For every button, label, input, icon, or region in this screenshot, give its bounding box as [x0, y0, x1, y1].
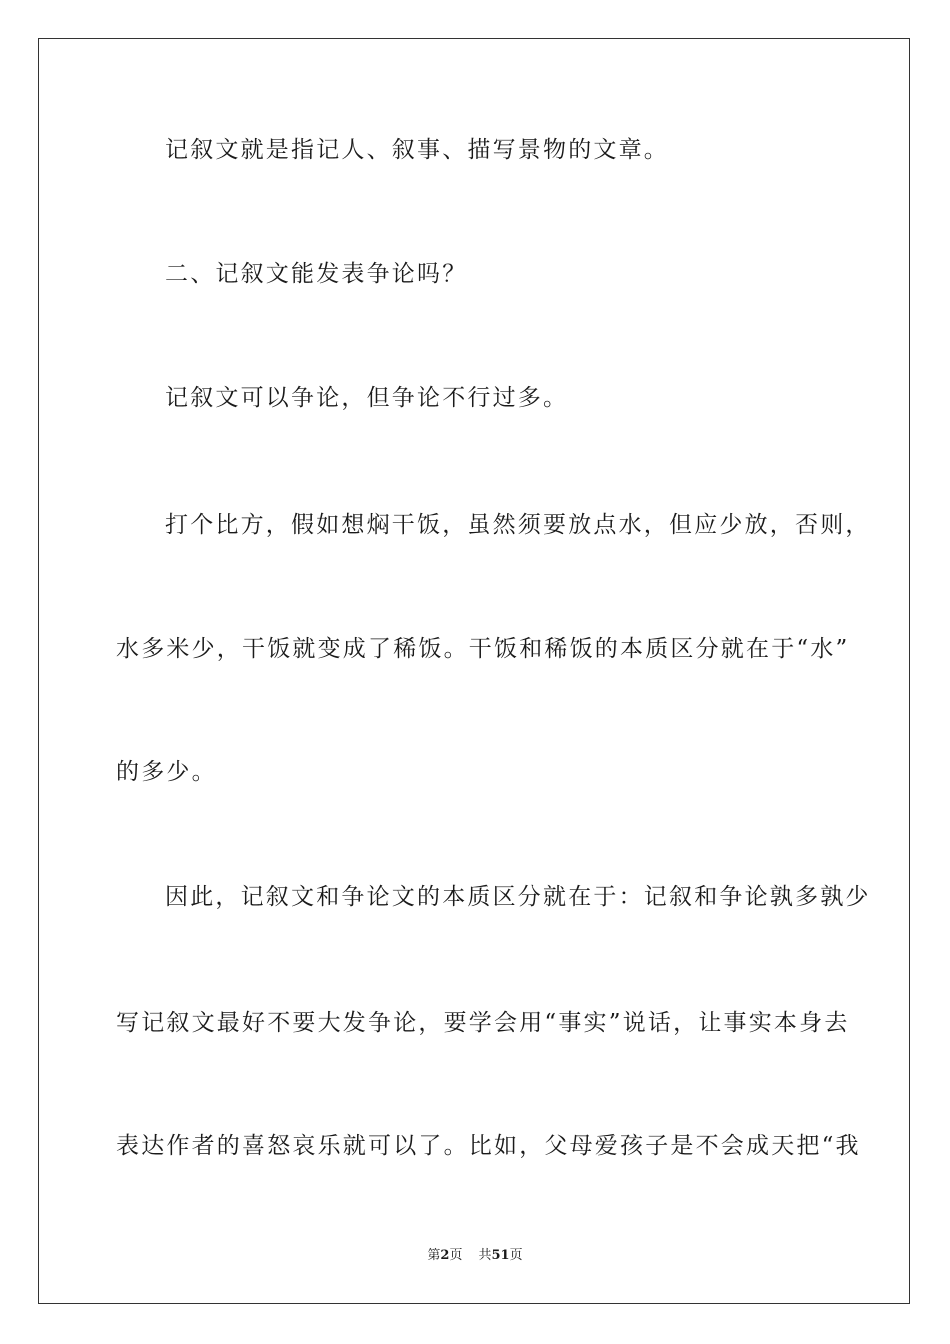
paragraph-line-5: 水多米少，干饭就变成了稀饭。干饭和稀饭的本质区分就在于“水”: [116, 636, 850, 662]
paragraph-line-1: 记叙文就是指记人、叙事、描写景物的文章。: [165, 137, 669, 163]
paragraph-line-3: 记叙文可以争论，但争论不行过多。: [165, 385, 569, 411]
footer-page-total: 51: [491, 1248, 510, 1263]
section-heading: 二、记叙文能发表争论吗？: [165, 261, 468, 287]
footer-total-prefix: 共: [478, 1248, 492, 1263]
paragraph-line-9: 表达作者的喜怒哀乐就可以了。比如，父母爱孩子是不会成天把“我: [116, 1133, 861, 1159]
footer-page-prefix: 第: [427, 1248, 441, 1263]
footer-total-suffix: 页: [509, 1248, 523, 1263]
footer-page-current: 2: [440, 1248, 450, 1263]
page-border: [38, 38, 910, 1304]
page-footer: [0, 1246, 950, 1266]
footer-page-suffix: 页: [449, 1248, 463, 1263]
paragraph-line-6: 的多少。: [116, 759, 217, 785]
paragraph-line-4: 打个比方，假如想焖干饭，虽然须要放点水，但应少放，否则，: [165, 512, 871, 538]
paragraph-line-8: 写记叙文最好不要大发争论，要学会用“事实”说话，让事实本身去: [116, 1010, 850, 1036]
paragraph-line-7: 因此，记叙文和争论文的本质区分就在于：记叙和争论孰多孰少: [165, 884, 871, 910]
